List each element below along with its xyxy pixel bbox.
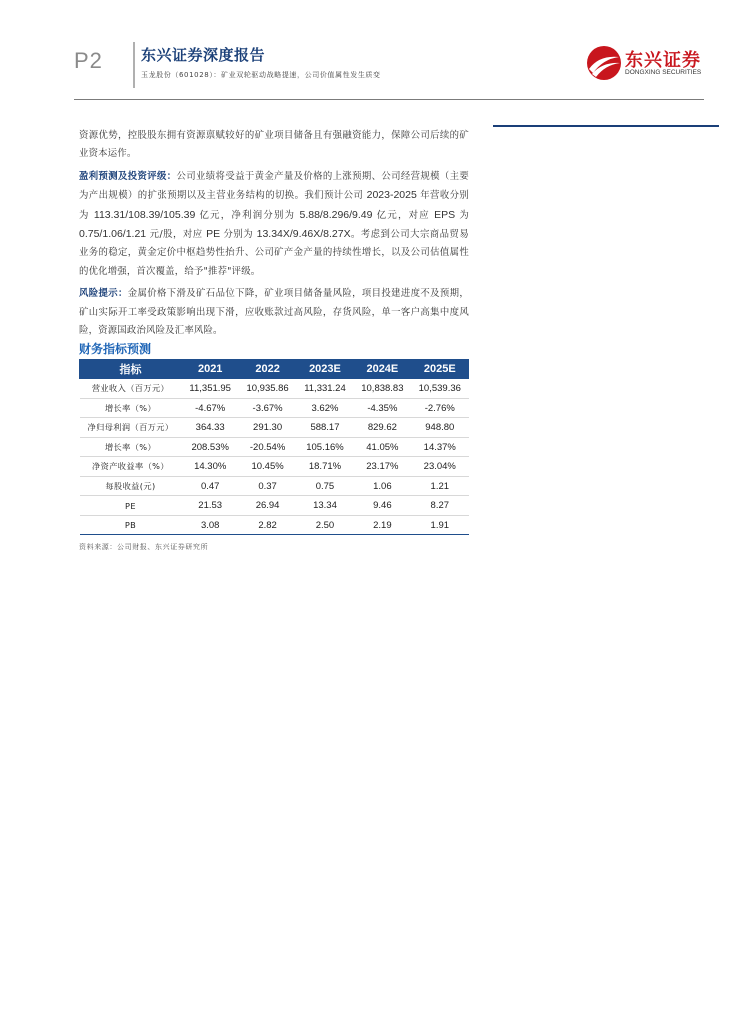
table-cell: 0.37 — [239, 476, 296, 496]
table-cell: 10,838.83 — [354, 379, 411, 399]
table-cell: 3.08 — [182, 515, 239, 535]
header-rule — [74, 99, 704, 100]
table-cell: 208.53% — [182, 437, 239, 457]
page-number: P2 — [74, 48, 103, 73]
row-label: 净归母利润（百万元） — [80, 418, 182, 438]
table-row — [80, 379, 469, 399]
sidebar-rule — [493, 125, 719, 127]
forecast-revenue: 113.31/108.39/105.39 — [93, 208, 196, 221]
table-cell: 1.91 — [411, 515, 468, 535]
main-content — [79, 127, 469, 552]
report-title: 东兴证券深度报告 — [141, 46, 266, 64]
table-row — [80, 398, 469, 418]
table-cell: 10.45% — [239, 457, 296, 477]
table-cell: 14.30% — [182, 457, 239, 477]
table-cell: 23.17% — [354, 457, 411, 477]
table-cell: 41.05% — [354, 437, 411, 457]
forecast-eps-label: EPS — [434, 208, 456, 221]
table-source-note: 资料来源：公司财报、东兴证券研究所 — [79, 543, 209, 552]
table-row — [80, 418, 469, 438]
row-label: 每股收益(元) — [80, 476, 182, 496]
table-cell: -2.76% — [411, 398, 468, 418]
table-header-row — [80, 360, 469, 379]
paragraph-risk — [79, 285, 469, 340]
table-cell: 588.17 — [296, 418, 353, 438]
forecast-pe-label: PE — [206, 228, 221, 241]
forecast-text-a: 公司业绩将受益于黄金产量及价格的上涨预期、公司经营规模（主要为产出规模）的扩张预期以及主营业务结构的切换。我们预计公司 — [79, 170, 469, 202]
header-divider — [133, 42, 135, 88]
forecast-text-g: 分别为 — [220, 229, 257, 241]
row-label: PE — [80, 496, 182, 516]
financial-forecast-table — [79, 359, 469, 535]
row-label: 营业收入（百万元） — [80, 379, 182, 399]
table-cell: 11,331.24 — [296, 379, 353, 399]
header-cell-2021: 2021 — [182, 360, 239, 379]
table-cell: 10,539.36 — [411, 379, 468, 399]
table-row — [80, 437, 469, 457]
table-row — [80, 476, 469, 496]
table-cell: 21.53 — [182, 496, 239, 516]
logo-name-en: DONGXING SECURITIES — [625, 69, 702, 76]
header-cell-2025e: 2025E — [411, 360, 468, 379]
forecast-text-b: 年营收分别为 — [79, 190, 470, 221]
table-cell: 10,935.86 — [239, 379, 296, 399]
paragraph-forecast — [79, 168, 469, 281]
header-cell-2022: 2022 — [239, 360, 296, 379]
forecast-text-h: 。考虑到公司大宗商品贸易业务的稳定，黄金定价中枢趋势性抬升、公司矿产金产量的持续性增长，以及公司估值属性的优化增强，首次覆盖，给予"推荐"评级。 — [79, 229, 469, 277]
risk-text: 金属价格下滑及矿石品位下降，矿业项目储备量风险，项目投建进度不及预期，矿山实际开工率受政策影响出现下滑，应收账款过高风险，存货风险，单一客户高集中度风险，资源国政治风险及汇率风险。 — [79, 288, 469, 337]
table-cell: 829.62 — [354, 418, 411, 438]
table-cell: 948.80 — [411, 418, 468, 438]
table-row — [80, 457, 469, 477]
header-cell-indicator: 指标 — [80, 360, 182, 379]
table-cell: 2.82 — [239, 515, 296, 535]
logo-name-cn: 东兴证券 — [625, 50, 701, 71]
forecast-heading: 盈利预测及投资评级： — [79, 170, 177, 182]
table-cell: 11,351.95 — [182, 379, 239, 399]
forecast-text-e: 为 — [455, 209, 469, 221]
forecast-text-d: 亿元，对应 — [372, 209, 435, 221]
report-subtitle: 玉龙股份（601028）：矿业双轮驱动战略提速，公司价值属性发生质变 — [141, 71, 381, 79]
table-cell: 13.34 — [296, 496, 353, 516]
table-cell: 2.50 — [296, 515, 353, 535]
table-cell: 8.27 — [411, 496, 468, 516]
table-cell: 0.75 — [296, 476, 353, 496]
paragraph-resources: 资源优势，控股股东拥有资源禀赋较好的矿业项目储备且有强融资能力，保障公司后续的矿业资本运作。 — [79, 130, 469, 160]
table-cell: 1.21 — [411, 476, 468, 496]
table-cell: 9.46 — [354, 496, 411, 516]
forecast-pe: 13.34X/9.46X/8.27X — [256, 228, 351, 241]
row-label: 净资产收益率（%） — [80, 457, 182, 477]
forecast-text-c: 亿元，净利润分别为 — [195, 209, 300, 221]
table-cell: 105.16% — [296, 437, 353, 457]
table-cell: -20.54% — [239, 437, 296, 457]
forecast-eps: 0.75/1.06/1.21 — [79, 228, 147, 241]
table-cell: 364.33 — [182, 418, 239, 438]
risk-heading: 风险提示： — [79, 288, 128, 300]
header-cell-2023e: 2023E — [296, 360, 353, 379]
company-logo — [585, 43, 705, 83]
table-cell: 23.04% — [411, 457, 468, 477]
header-cell-2024e: 2024E — [354, 360, 411, 379]
table-cell: 3.62% — [296, 398, 353, 418]
table-cell: 0.47 — [182, 476, 239, 496]
table-cell: 18.71% — [296, 457, 353, 477]
table-cell: 1.06 — [354, 476, 411, 496]
table-cell: 14.37% — [411, 437, 468, 457]
table-row — [80, 496, 469, 516]
table-row — [80, 515, 469, 535]
table-cell: 2.19 — [354, 515, 411, 535]
table-cell: -3.67% — [239, 398, 296, 418]
row-label: 增长率（%） — [80, 398, 182, 418]
table-cell: -4.67% — [182, 398, 239, 418]
forecast-text-f: 元/股，对应 — [146, 229, 207, 241]
table-title: 财务指标预测 — [79, 342, 152, 357]
row-label: 增长率（%） — [80, 437, 182, 457]
table-cell: 291.30 — [239, 418, 296, 438]
table-cell: 26.94 — [239, 496, 296, 516]
dongxing-logo-icon — [585, 45, 623, 81]
table-cell: -4.35% — [354, 398, 411, 418]
forecast-years: 2023-2025 — [366, 189, 417, 202]
row-label: PB — [80, 515, 182, 535]
forecast-profit: 5.88/8.296/9.49 — [299, 208, 373, 221]
